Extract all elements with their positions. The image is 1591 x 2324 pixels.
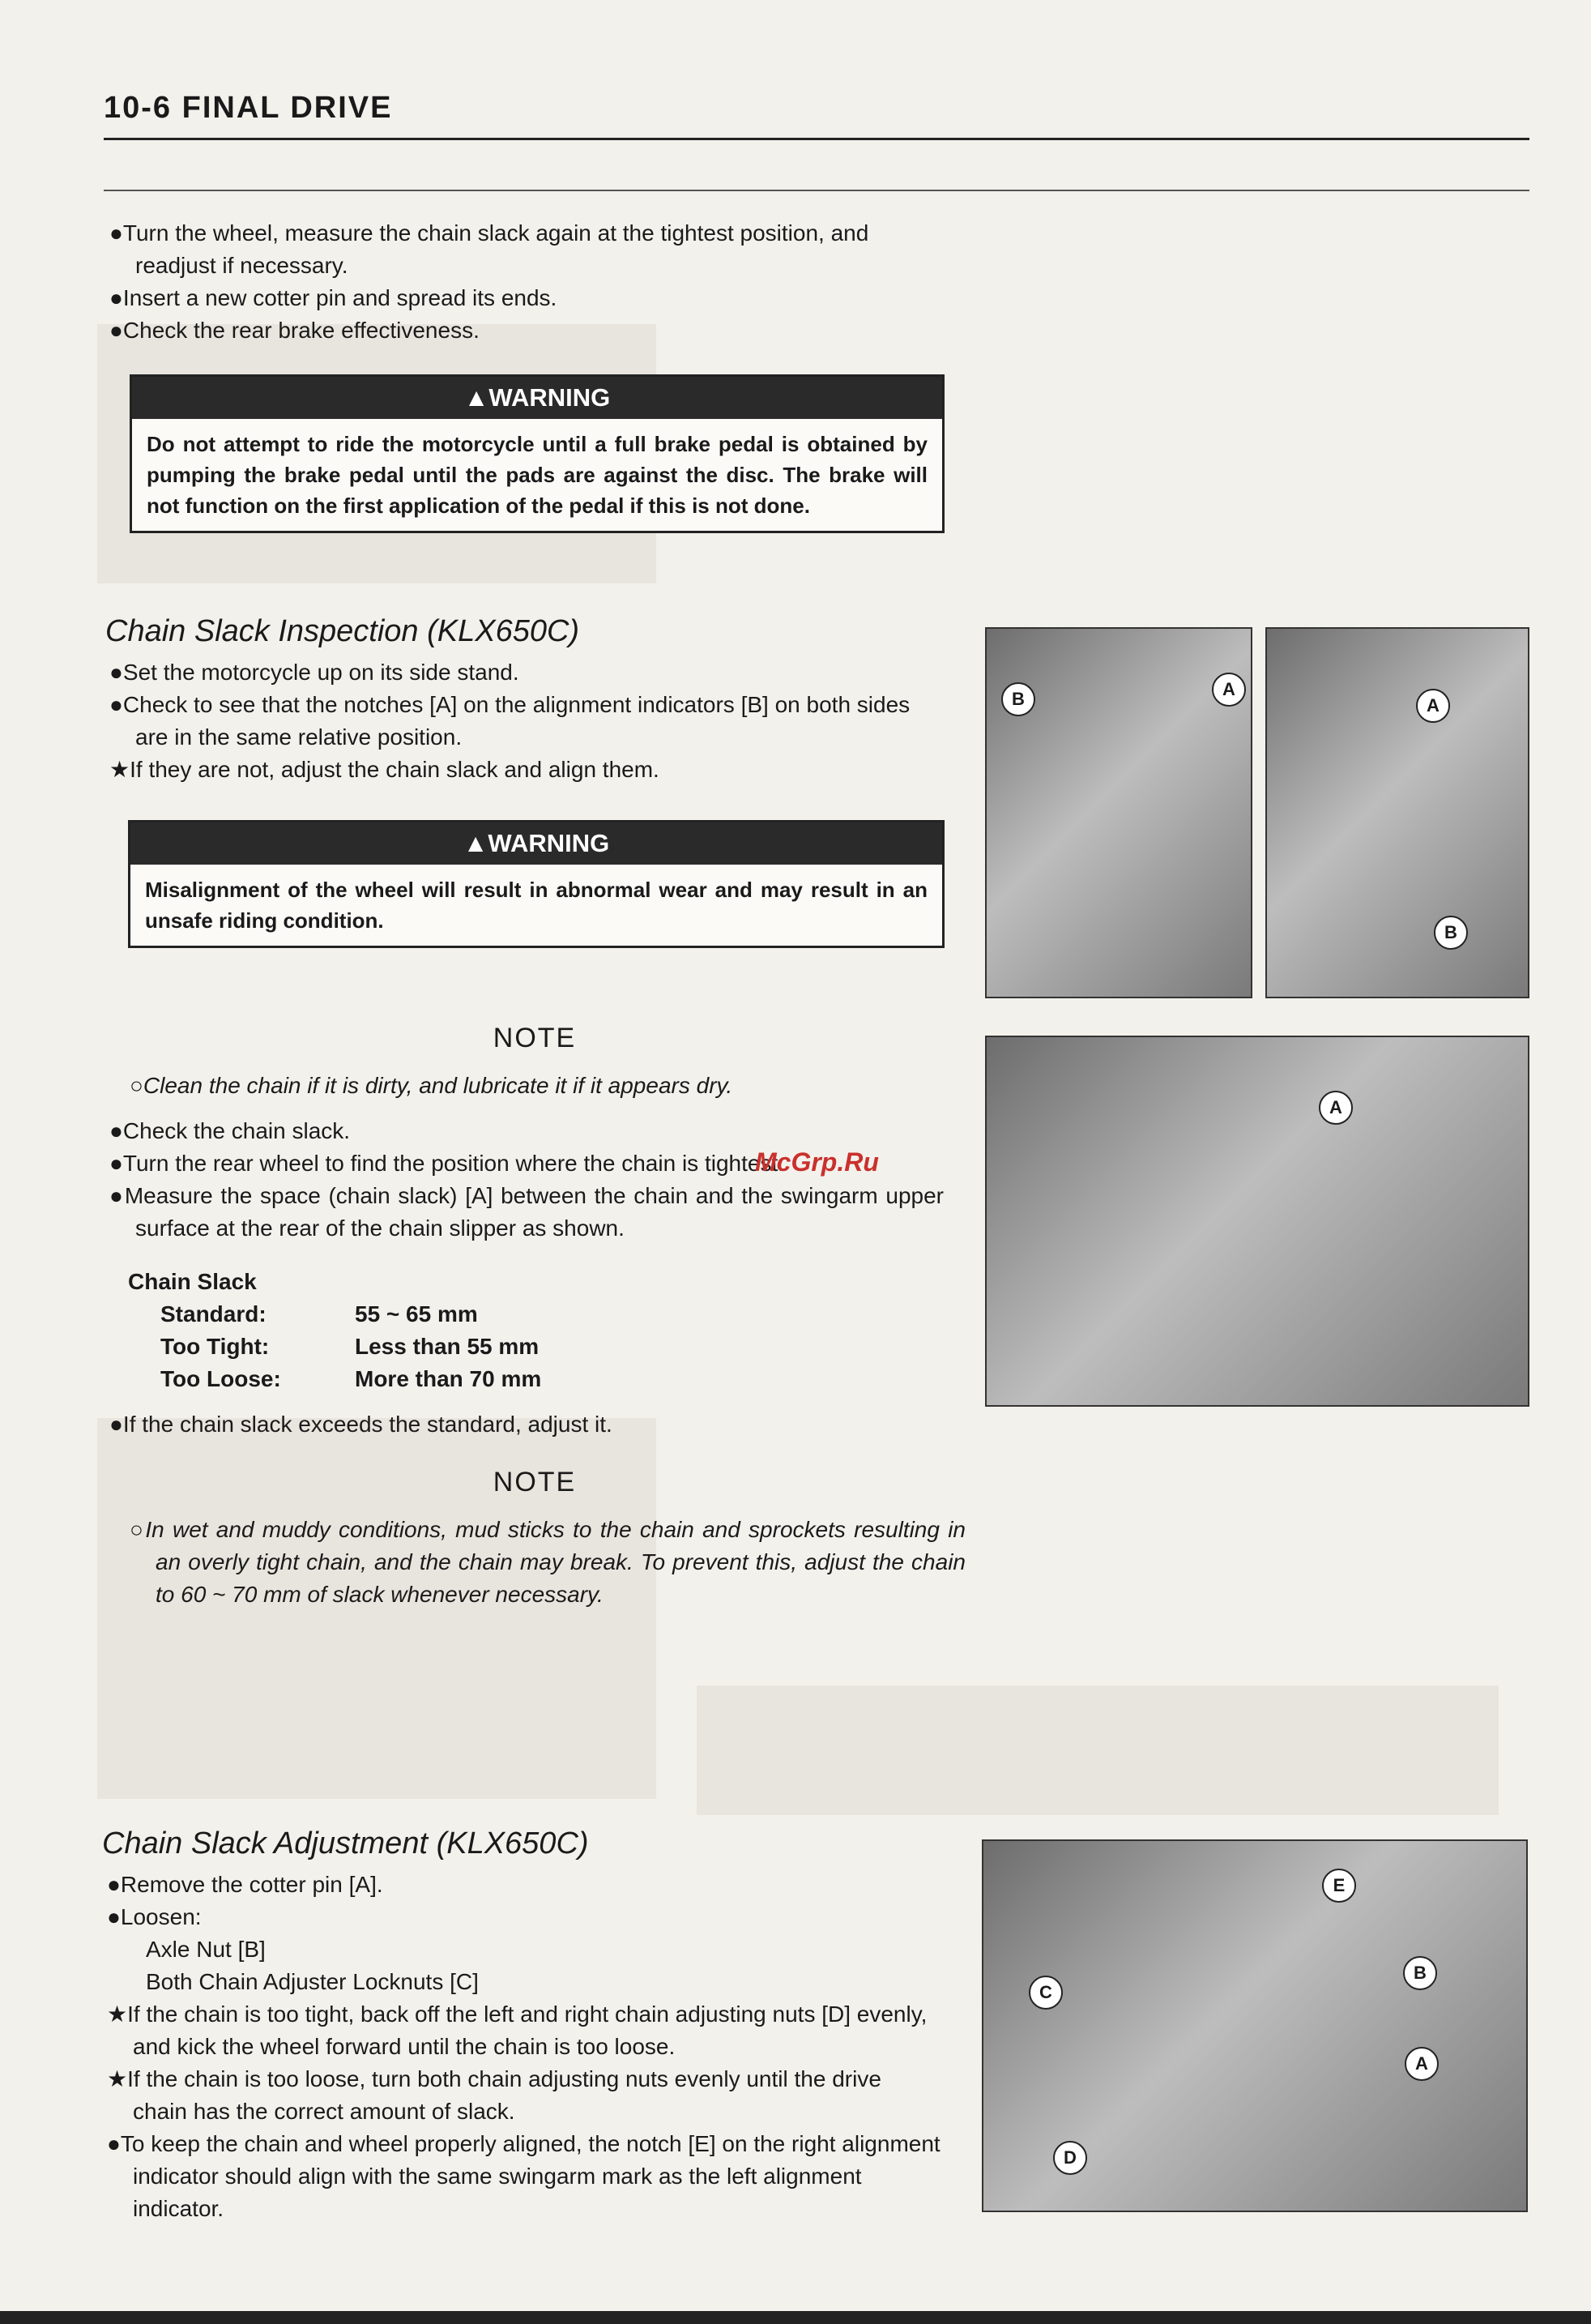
header-rule — [104, 138, 1529, 140]
table-row — [128, 1363, 541, 1395]
spec-label: Standard: — [160, 1301, 267, 1326]
warning-text: Misalignment of the wheel will result in abnormal wear and may result in an unsafe riding condition. — [145, 878, 928, 933]
list-item: ●Turn the rear wheel to find the position where the chain is tightest. — [109, 1151, 784, 1176]
spec-label: Too Loose: — [160, 1366, 281, 1391]
callout-label: E — [1322, 1869, 1356, 1903]
list-item: ●Insert a new cotter pin and spread its ends. — [109, 285, 557, 310]
list-item: ●Set the motorcycle up on its side stand. — [109, 660, 519, 685]
spec-value: More than 70 mm — [355, 1366, 542, 1391]
warning-box-brake — [130, 374, 945, 533]
list-item: ●Remove the cotter pin [A]. — [107, 1872, 383, 1897]
callout-label: D — [1053, 2141, 1087, 2175]
list-item: ●Check the rear brake effectiveness. — [109, 318, 480, 343]
page-header — [104, 91, 1529, 126]
list-item: Axle Nut [B] — [146, 1937, 266, 1962]
callout-label: C — [1029, 1976, 1063, 2010]
spec-table — [128, 1298, 541, 1395]
warning-text: Do not attempt to ride the motorcycle until a full brake pedal is obtained by pumping the brake pedal until the pads are against the disc. The brake will not function on the first application of the pedal if this is not done. — [147, 432, 928, 518]
measure-bullets — [109, 1115, 944, 1245]
callout-label: A — [1319, 1091, 1353, 1125]
callout-label: B — [1403, 1956, 1437, 1990]
callout-label: A — [1212, 673, 1246, 707]
list-item: ●Check the chain slack. — [109, 1118, 351, 1143]
section-title-inspection: Chain Slack Inspection (KLX650C) — [105, 614, 580, 648]
page-title: 10-6 FINAL DRIVE — [104, 91, 393, 125]
inspection-bullets — [109, 656, 944, 786]
callout-label: A — [1405, 2047, 1439, 2081]
list-item: ●To keep the chain and wheel properly aligned, the notch [E] on the right alignment indicator should align with the same swingarm mark as the left alignment indicator. — [107, 2131, 941, 2221]
list-item: ●Turn the wheel, measure the chain slack again at the tightest position, and readjust if necessary. — [109, 220, 869, 278]
watermark-text: McGrp.Ru — [755, 1147, 879, 1177]
list-item: ★If the chain is too loose, turn both chain adjusting nuts evenly until the drive chain has the correct amount of slack. — [107, 2066, 881, 2124]
divider — [104, 190, 1529, 191]
list-item: ★If the chain is too tight, back off the left and right chain adjusting nuts [D] evenly, and kick the wheel forward until the chain is too loose. — [107, 2001, 928, 2059]
note-title: NOTE — [493, 1467, 577, 1497]
warning-heading: ▲WARNING — [132, 377, 942, 419]
callout-label: B — [1434, 916, 1468, 950]
spec-label: Too Tight: — [160, 1334, 270, 1359]
note-title: NOTE — [493, 1023, 577, 1053]
photo-left-alignment-indicator — [985, 627, 1252, 998]
callout-label: B — [1001, 682, 1035, 716]
list-item: ★If they are not, adjust the chain slack and align them. — [109, 757, 659, 782]
photo-chain-adjuster — [982, 1839, 1528, 2212]
bleed-through-area — [697, 1685, 1499, 1815]
adjustment-steps — [107, 1869, 941, 2225]
photo-chain-slack-measurement — [985, 1036, 1529, 1407]
warning-box-misalignment — [128, 820, 945, 948]
spec-value: 55 ~ 65 mm — [355, 1301, 478, 1326]
table-row — [128, 1331, 541, 1363]
bottom-edge — [0, 2311, 1591, 2324]
list-item: ●Loosen: — [107, 1904, 202, 1929]
list-item: ●If the chain slack exceeds the standard, adjust it. — [109, 1412, 612, 1437]
list-item: ●Check to see that the notches [A] on the alignment indicators [B] on both sides are in the same relative position. — [109, 692, 911, 750]
exceed-bullet — [109, 1408, 944, 1441]
spec-chain-slack — [128, 1266, 541, 1395]
list-item: Both Chain Adjuster Locknuts [C] — [146, 1969, 479, 1994]
table-row — [128, 1298, 541, 1331]
callout-label: A — [1416, 689, 1450, 723]
photo-right-alignment-indicator — [1265, 627, 1529, 998]
section-title-adjustment: Chain Slack Adjustment (KLX650C) — [102, 1826, 589, 1860]
intro-bullets — [109, 217, 944, 347]
spec-value: Less than 55 mm — [355, 1334, 540, 1359]
warning-heading: ▲WARNING — [130, 822, 942, 865]
note-text: ○In wet and muddy conditions, mud sticks to the chain and sprockets resulting in an overly tight chain, and the chain may break. To prevent this, adjust the chain to 60 ~ 70 mm of slack whenever necessary. — [130, 1517, 966, 1607]
spec-title: Chain Slack — [128, 1269, 257, 1294]
note-text: ○Clean the chain if it is dirty, and lubricate it if it appears dry. — [130, 1073, 733, 1098]
list-item: ●Measure the space (chain slack) [A] between the chain and the swingarm upper surface at the rear of the chain slipper as shown. — [109, 1183, 944, 1241]
